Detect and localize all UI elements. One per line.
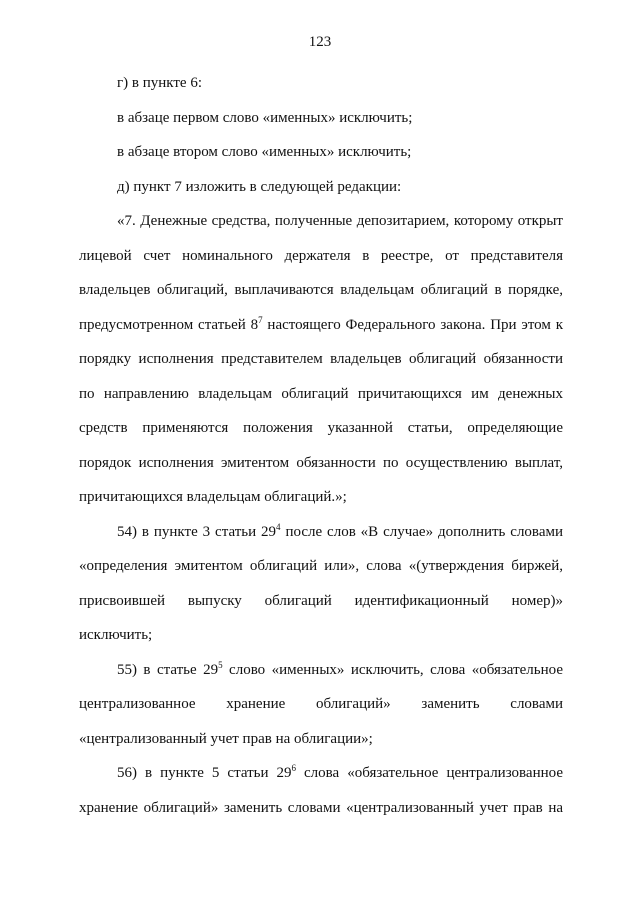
paragraph-56	[79, 756, 563, 825]
paragraph-text: 55) в статье 29	[117, 661, 219, 678]
paragraph-text: г) в пункте 6:	[117, 75, 203, 91]
paragraph-text: слово «именных» исключить, слова «обязательное централизованное хранение облигаций» заменить словами «централизованный учет прав на облигации»;	[79, 661, 563, 747]
paragraph-text: настоящего Федерального закона. При этом к порядку исполнения представителем владельцев облигаций обязанности по направлению владельцам облигаций причитающихся им денежных средств применяются положения указанной статьи, определяющие порядок исполнения эмитентом обязанности по осуществлению выплат, причитающихся владельцам облигаций.»;	[79, 316, 563, 505]
paragraph-abzac-second	[79, 135, 563, 170]
paragraph-55	[79, 653, 563, 757]
document-body	[79, 66, 563, 825]
superscript: 6	[291, 763, 297, 773]
paragraph-text: «7. Денежные средства, полученные депозитарием, которому открыт лицевой счет номинального держателя в реестре, от представителя владельцев облигаций, выплачиваются владельцам облигаций в порядке, предусмотренном статьей 8	[79, 213, 563, 333]
paragraph-text: в абзаце втором слово «именных» исключить;	[117, 144, 412, 160]
paragraph-text: 56) в пункте 5 статьи 29	[117, 765, 292, 781]
superscript: 7	[258, 314, 263, 325]
superscript: 4	[276, 521, 281, 532]
paragraph-text: 54) в пункте 3 статьи 29	[117, 523, 277, 540]
paragraph-text: после слов «В случае» дополнить словами «определения эмитентом облигаций или», слова «(утверждения биржей, присвоившей выпуску облигаций идентификационный номер)» исключить;	[79, 523, 563, 643]
paragraph-d	[79, 170, 563, 205]
paragraph-abzac-first	[79, 101, 563, 136]
paragraph-text: в абзаце первом слово «именных» исключить;	[117, 109, 413, 126]
paragraph-text: д) пункт 7 изложить в следующей редакции:	[117, 178, 402, 195]
page-number: 123	[308, 34, 332, 50]
superscript: 5	[218, 659, 223, 670]
paragraph-54	[79, 515, 563, 653]
paragraph-text: слова «обязательное централизованное хранение облигаций» заменить словами «централизованный учет прав на	[79, 765, 563, 816]
paragraph-item-7	[79, 204, 563, 515]
paragraph-g	[79, 66, 563, 101]
